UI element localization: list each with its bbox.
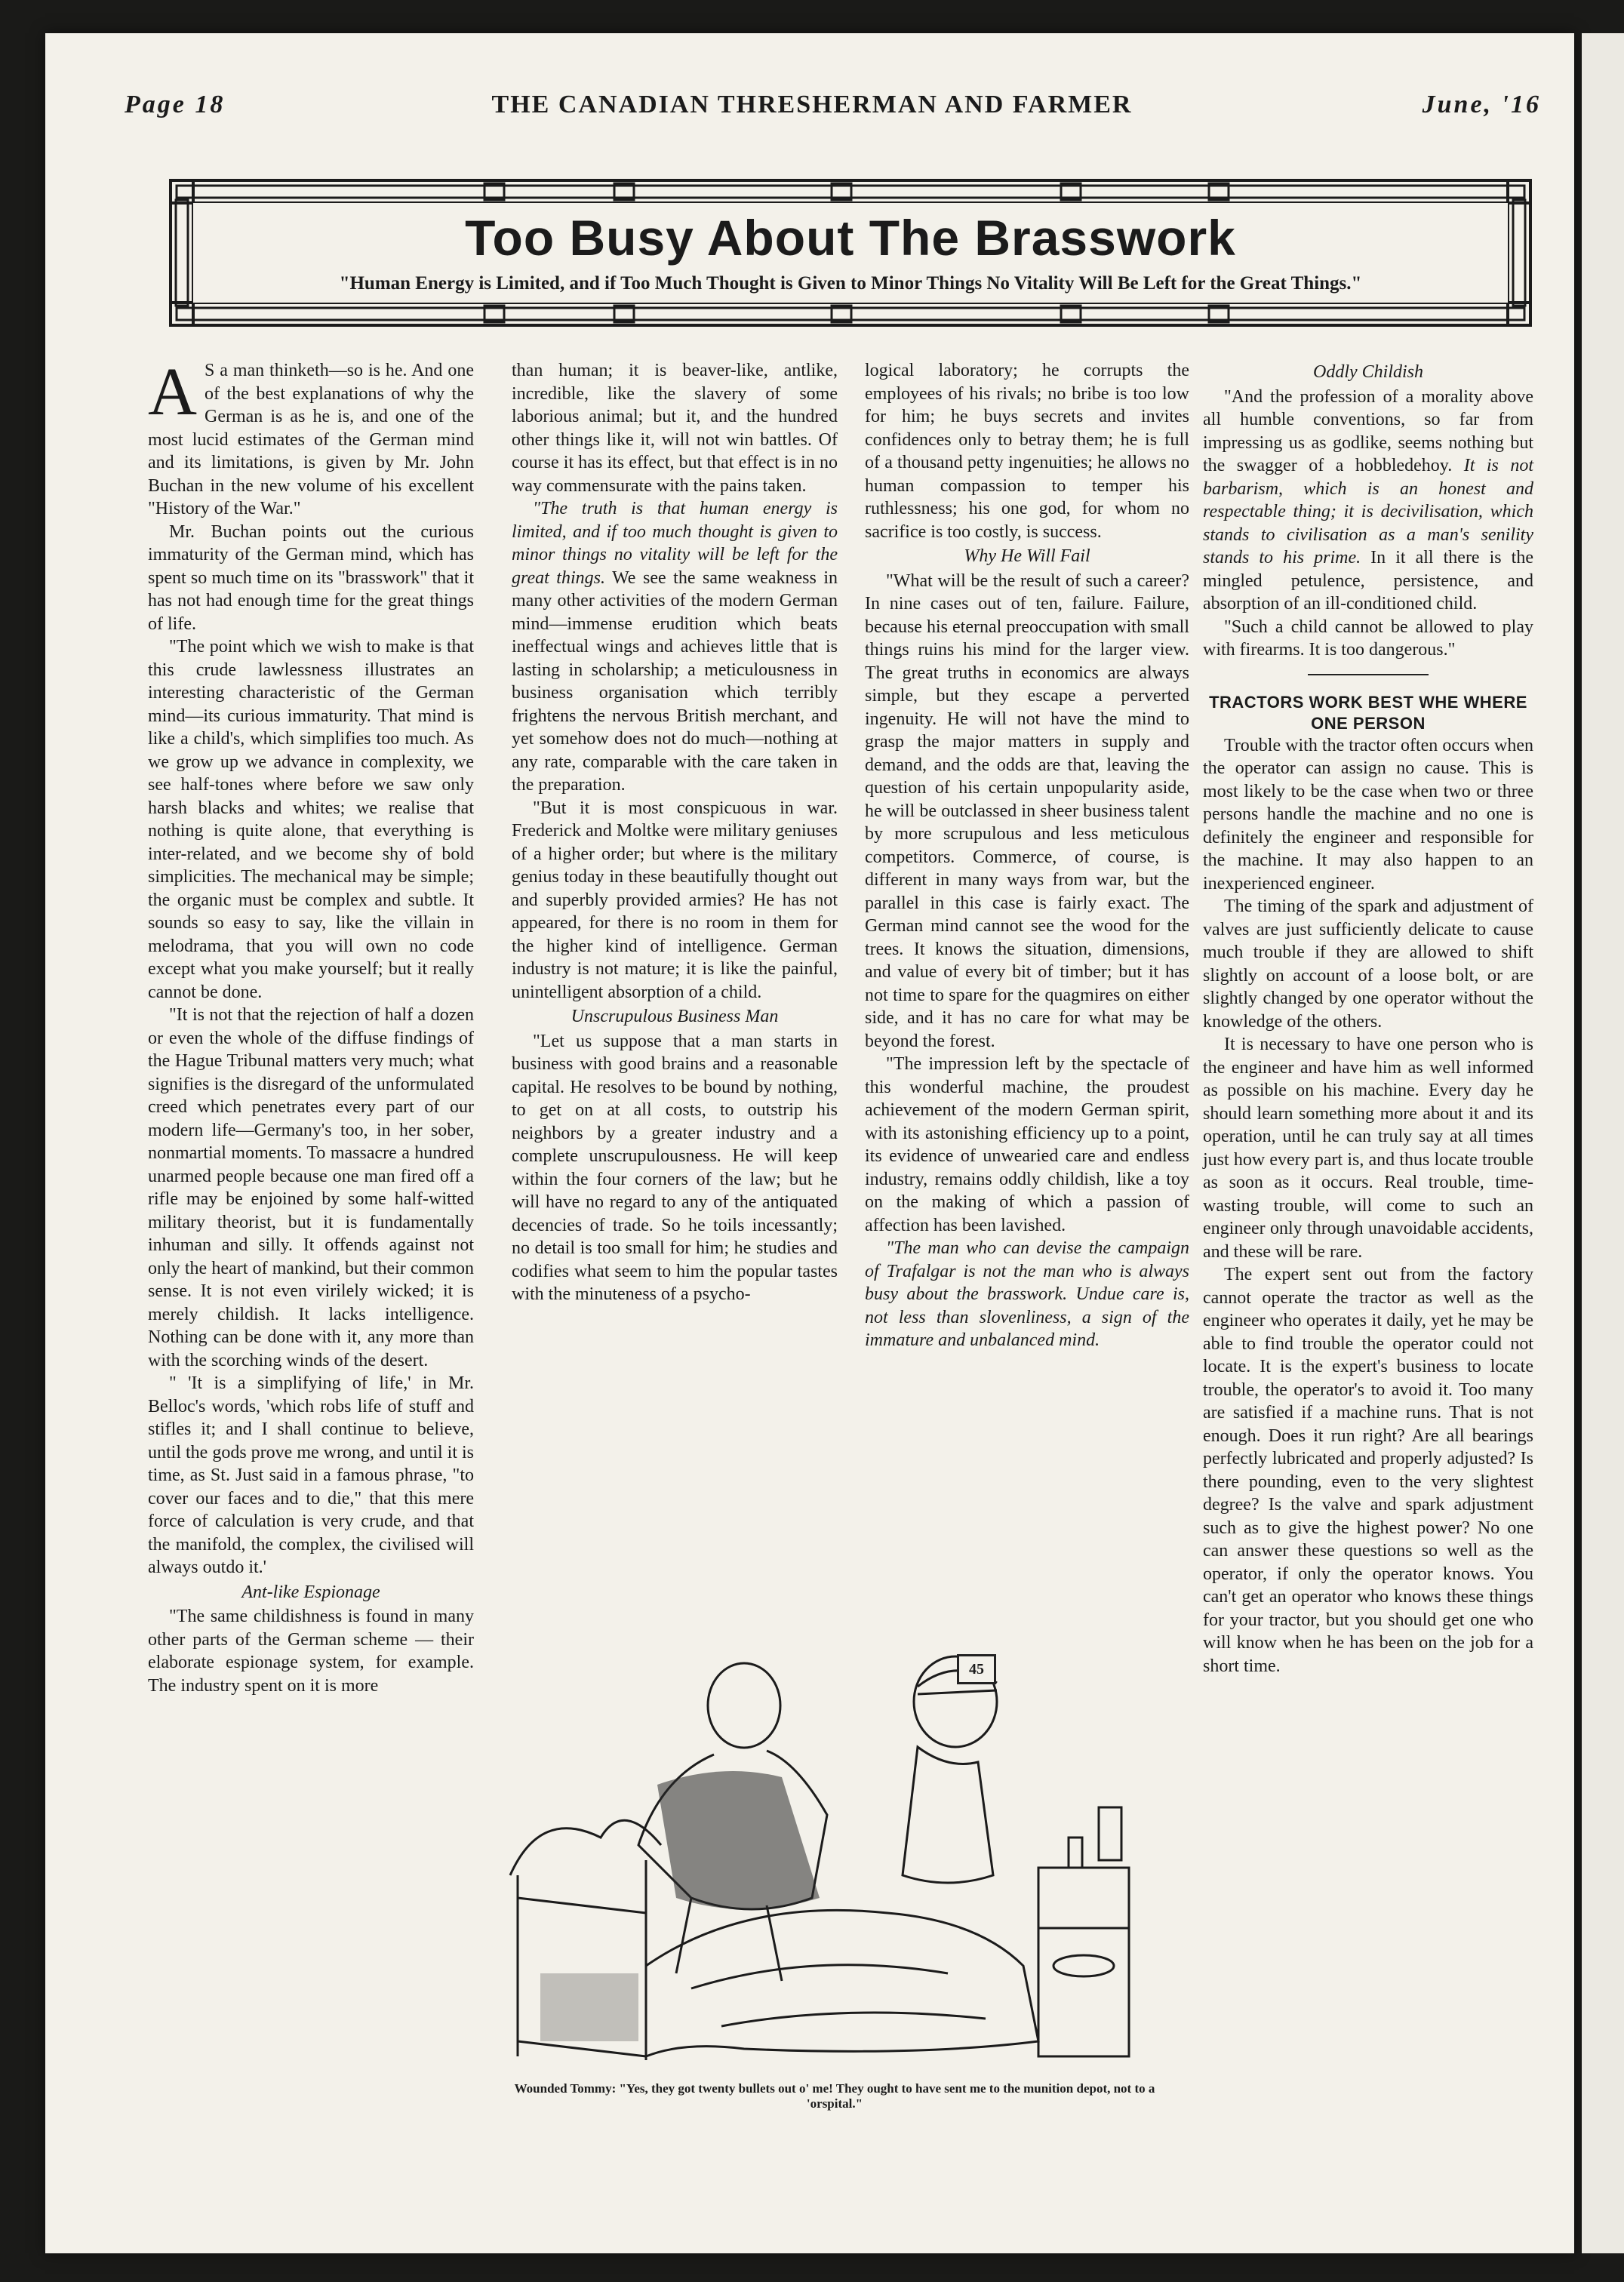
column-2: [512, 359, 838, 1306]
column-3: [865, 359, 1189, 1352]
paragraph: The expert sent out from the factory cannot operate the tractor as well as the engineer who operates it daily, yet he may be able to find trouble the operator could not locate. It is the expert's business to locate trouble, the operator's to avoid it. Too many are satisfied if a machine runs. That is not enough. Does it run right? Are all bearings perfectly lubricated and properly adjusted? Is there pounding, even to the very slightest degree? Is the valve and spark adjustment such as to give the highest power? No one can answer these questions so well as the operator, if only the operator knows. You can't get an operator who knows these things for your tractor, but you should get one who will know when he has been on the job for a short time.: [1203, 1265, 1533, 1676]
paragraph: Trouble with the tractor often occurs when the operator can assign no cause. This is most likely to be the case when two or three persons handle the machine and no one is definitely the engineer and responsible for the machine. It may also happen to an inexperienced engineer.: [1203, 735, 1533, 893]
italic-quote: It is not barbarism, which is an honest and respectable thing; it is decivilisation, which stands to civilisation as a man's senility stands to his prime.: [1203, 456, 1533, 567]
drop-cap: A: [148, 355, 197, 429]
paragraph: " 'It is a simplifying of life,' in Mr. Belloc's words, 'which robs life of stuff and stifles it; and I shall continue to believe, until the gods prove me wrong, and until it is time, as St. Just said in a famous phrase, "to cover our faces and to die," that this mere force of calculation is very crude, and that the manifold, the complex, the civilised will always outdo it.': [148, 1373, 474, 1577]
publication-name: THE CANADIAN THRESHERMAN AND FARMER: [491, 91, 1133, 118]
paragraph: "The impression left by the spectacle of this wonderful machine, the proudest achievement of the modern German spirit, with its astonishing efficiency up to a point, its evidence of unwearied care and endless industry, remains oddly childish, like a toy on the making of which a passion of affection has been lavished.: [865, 1054, 1189, 1235]
column-1: [148, 355, 474, 1697]
italic-quote: "The truth is that human energy is limited, and if too much thought is given to minor things no vitality will be left for the great things.: [512, 499, 838, 588]
italic-paragraph: "The man who can devise the campaign of Trafalgar is not the man who is always busy about the brasswork. Undue care is, not less than slovenliness, a sign of the immature and unbalanced mind.: [865, 1238, 1189, 1350]
paragraph: It is necessary to have one person who is the engineer and have him as well informed as possible on his machine. Every day he should learn something more about it and its operation, until he can truly say at all times just how every part is, and thus locate trouble as soon as it occurs. Real trouble, time-wasting trouble, will come to such an engineer only through unavoidable accidents, and these will be rare.: [1203, 1035, 1533, 1262]
paragraph: "It is not that the rejection of half a dozen or even the whole of the diffuse findings of the Hague Tribunal matters very much; what signifies is the disregard of the unformulated creed which penetrates every part of our modern life—Germany's too, in her sober, nonmartial moments. To massacre a hundred unarmed people because one man fired off a rifle may be enjoined by some half-witted military theorist, but it is fundamentally inhuman and silly. It offends against not only the heart of mankind, but their common sense. It is not even virilely wicked; it is merely childish. It lacks intelligence. Nothing can be done with it, any more than with the scorching winds of the desert.: [148, 1005, 474, 1370]
adjacent-page-edge: [1582, 33, 1624, 2253]
paragraph: Mr. Buchan points out the curious immaturity of the German mind, which has spent so much time on its "brasswork" that it has not had enough time for the great things of life.: [148, 521, 474, 634]
column-4: [1203, 359, 1533, 1678]
issue-date: June, '16: [1422, 91, 1541, 118]
paragraph: "The truth is that human energy is limited, and if too much thought is given to minor things no vitality will be left for the great things. We see the same weakness in many other activities of the modern German mind—immense erudition which beats ineffectual wings and achieves little that is lasting in scholarship; a meticulousness in business organisation which terribly frightens the nervous British merchant, and yet somehow does not do much—nothing at any rate, comparable with the care taken in the preparation.: [512, 499, 838, 795]
sub-article-heading: TRACTORS WORK BEST WHE WHERE ONE PERSON: [1209, 692, 1527, 733]
paragraph: "Let us suppose that a man starts in business with good brains and a reasonable capital. He resolves to be bound by nothing, to get on at all costs, to outstrip his neighbors by a greater industry and a complete unscrupulousness. He will keep within the four corners of the law; but he will have no regard to any of the antiquated decencies of trade. So he toils incessantly; no detail is too small for him; he studies and codifies what seem to him the popular tastes with the minuteness of a psycho-: [512, 1031, 838, 1304]
paragraph: The timing of the spark and adjustment of valves are just sufficiently delicate to cause much trouble if they are allowed to shift slightly on account of a loose bolt, or are slightly changed by one operator without the knowledge of the others.: [1203, 896, 1533, 1032]
opening-paragraph: A S a man thinketh—so is he. And one of the best explanations of why the German is as he is, and one of the most lucid estimates of the German mind and its limitations, is given by Mr. John Buchan in the new volume of his excellent "History of the War.": [148, 355, 474, 518]
paragraph: "What will be the result of such a career? In nine cases out of ten, failure. Failure, because his eternal preoccupation with small things ruins his mind for the larger view. The great truths in economics are always simple, but they escape a perverted ingenuity. He will not have the mind to grasp the major matters in supply and demand, and the odds are that, leaving the question of his certain unpopularity aside, he will be outclassed in sheer business talent by more scrupulous and less meticulous competitors. Commerce, of course, is different in many ways from war, but the parallel in this case is fairly exact. The German mind cannot see the wood for the trees. It knows the situation, dimensions, and value of every bit of timber; but it has not time to spare for the quagmires on either side, and it has no care for what may be beyond the forest.: [865, 570, 1189, 1051]
article-subtitle: "Human Energy is Limited, and if Too Much Thought is Given to Minor Things No Vitality Will Be Left for the Great Things.": [339, 273, 1362, 294]
cartoon-caption: Wounded Tommy: "Yes, they got twenty bullets out o' me! They ought to have sent me to the munition depot, not to a 'orspital.": [514, 2081, 1155, 2111]
divider-rule: [1308, 674, 1429, 675]
section-heading: Oddly Childish: [1312, 362, 1423, 382]
section-heading: Why He Will Fail: [964, 546, 1090, 566]
section-heading: Ant-like Espionage: [241, 1582, 380, 1602]
paragraph: "But it is most conspicuous in war. Frederick and Moltke were military geniuses of a higher order; but where is the military genius today in these beautifully thought out and superbly provided armies? He has not appeared, for there is no room in them for the higher kind of intelligence. German industry is not mature; it is like the painful, unintelligent absorption of a child.: [512, 798, 838, 1002]
paragraph: logical laboratory; he corrupts the employees of his rivals; no bribe is too low for him; he buys secrets and invites confidences only to betray them; he is full of a thousand petty ingenuities; he allows no human compassion to temper his ruthlessness; his one god, for whom no sacrifice is too costly, is success.: [865, 361, 1189, 542]
paragraph: than human; it is beaver-like, antlike, incredible, like the slavery of some laborious animal; but it, and the hundred other things like it, will not win battles. Of course it has its effect, but that effect is in no way commensurate with the pains taken.: [512, 361, 838, 496]
running-header: [0, 91, 1624, 136]
article-title: Too Busy About The Brasswork: [465, 210, 1236, 266]
hospital-bed-drawing: [495, 1649, 1197, 2071]
page-number: Page 18: [125, 91, 226, 118]
bed-number-sign: 45: [957, 1654, 996, 1684]
paragraph: "And the profession of a morality above all humble conventions, so far from impressing us as godlike, seems nothing but the swagger of a hobbledehoy. It is not barbarism, which is an honest and respectable thing; it is decivilisation, which stands to civilisation as a man's senility stands to his prime. In it all there is the mingled petulence, persistence, and absorption of an ill-conditioned child.: [1203, 386, 1534, 614]
paragraph: "The same childishness is found in many other parts of the German scheme — their elaborate espionage system, for example. The industry spent on it is more: [148, 1607, 474, 1696]
title-banner: [168, 177, 1533, 328]
paragraph: "The point which we wish to make is that this crude lawlessness illustrates an interesting characteristic of the German mind—its curious immaturity. That mind is like a child's, which simplifies too much. As we grow up we advance in complexity, we see half-tones where before we saw only harsh blacks and whites; we realise that nothing is quite alone, that everything is inter-related, and we become shy of bold simplicities. The mechanical may be simple; the organic must be complex and subtle. It sounds so easy to say, like the villain in melodrama, that you will own no code except what you make yourself; but it really cannot be done.: [148, 637, 474, 1002]
cartoon-illustration: [495, 1649, 1197, 2071]
section-heading: Unscrupulous Business Man: [571, 1007, 779, 1026]
paragraph: "Such a child cannot be allowed to play with firearms. It is too dangerous.": [1203, 617, 1533, 660]
